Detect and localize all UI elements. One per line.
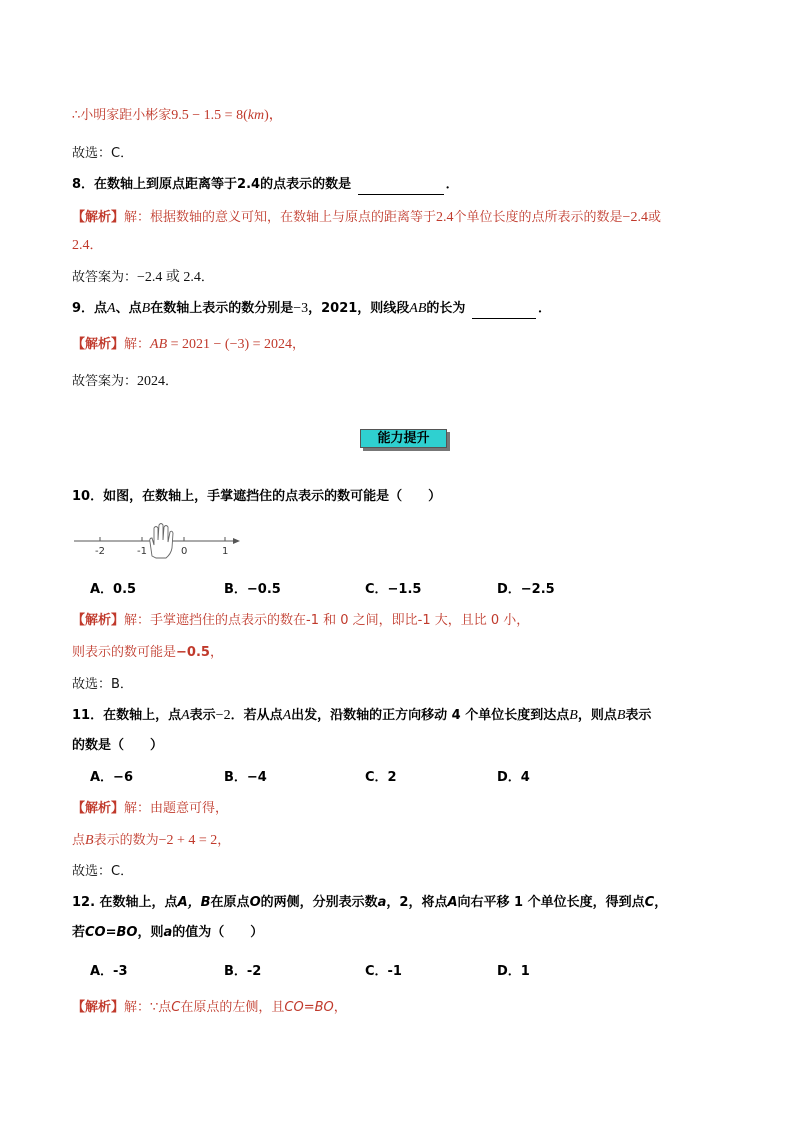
question-8: 8．在数轴上到原点距离等于2.4的点表示的数是 ． xyxy=(72,175,459,195)
prev-answer: 故选：C． xyxy=(72,146,134,161)
q10-option-b[interactable]: B．−0.5 xyxy=(224,582,281,597)
number-line-figure xyxy=(72,520,252,562)
q10-option-a[interactable]: A．0.5 xyxy=(90,582,137,597)
q8-solution-cont: 2.4． xyxy=(72,238,103,253)
tick-label: 1 xyxy=(222,546,229,557)
q11-option-c[interactable]: C．2 xyxy=(365,770,397,785)
q10-solution: 【解析】解：手掌遮挡住的点表示的数在-1 和 0 之间，即比-1 大，且比 0 小， xyxy=(72,613,530,628)
question-11-cont: 的数是（ ） xyxy=(72,738,164,753)
question-10: 10．如图，在数轴上，手掌遮挡住的点表示的数可能是（ ） xyxy=(72,489,442,504)
q11-option-a[interactable]: A．−6 xyxy=(90,770,133,785)
tick-label: -1 xyxy=(137,546,147,557)
tick-label: 0 xyxy=(181,546,188,557)
q11-answer: 故选：C． xyxy=(72,864,134,879)
q10-option-c[interactable]: C．−1.5 xyxy=(365,582,422,597)
answer-blank xyxy=(358,180,444,195)
q9-answer: 故答案为：2024． xyxy=(72,374,179,389)
q12-option-d[interactable]: D．1 xyxy=(497,964,530,979)
arrow-icon xyxy=(233,538,240,544)
q8-solution: 【解析】解：根据数轴的意义可知，在数轴上与原点的距离等于2.4个单位长度的点所表示的数是−2.4或 xyxy=(72,210,661,225)
q11-option-d[interactable]: D．4 xyxy=(497,770,530,785)
q10-option-d[interactable]: D．−2.5 xyxy=(497,582,555,597)
hand-icon xyxy=(150,524,173,559)
q10-answer: 故选：B． xyxy=(72,677,133,692)
answer-blank xyxy=(472,304,536,319)
q12-option-c[interactable]: C．-1 xyxy=(365,964,402,979)
question-12-cont: 若CO=BO，则a的值为（ ） xyxy=(72,925,264,940)
prev-conclusion: ∴小明家距小彬家9.5 − 1.5 = 8(km)， xyxy=(72,108,283,123)
question-9: 9．点A、点B在数轴上表示的数分别是−3，2021，则线段AB的长为 ． xyxy=(72,299,551,319)
q11-option-b[interactable]: B．−4 xyxy=(224,770,267,785)
q9-solution: 【解析】解：AB = 2021 − (−3) = 2024， xyxy=(72,337,306,352)
q12-solution: 【解析】解：∵点C在原点的左侧，且CO=BO， xyxy=(72,1000,347,1015)
q10-solution-cont: 则表示的数可能是−0.5， xyxy=(72,645,223,660)
q12-option-a[interactable]: A．-3 xyxy=(90,964,128,979)
q12-option-b[interactable]: B．-2 xyxy=(224,964,262,979)
section-banner: 能力提升 xyxy=(360,429,447,448)
q11-solution: 【解析】解：由题意可得， xyxy=(72,801,229,816)
tick-label: -2 xyxy=(95,546,105,557)
question-12: 12. 在数轴上，点A，B在原点O的两侧，分别表示数a，2，将点A向右平移 1 个单位长度，得到点C， xyxy=(72,895,668,910)
question-11: 11．在数轴上，点A表示−2．若从点A出发，沿数轴的正方向移动 4 个单位长度到达点B，则点B表示 xyxy=(72,708,652,723)
q11-solution-cont: 点B表示的数为−2 + 4 = 2， xyxy=(72,833,231,848)
q8-answer: 故答案为：−2.4 或 2.4． xyxy=(72,270,214,285)
